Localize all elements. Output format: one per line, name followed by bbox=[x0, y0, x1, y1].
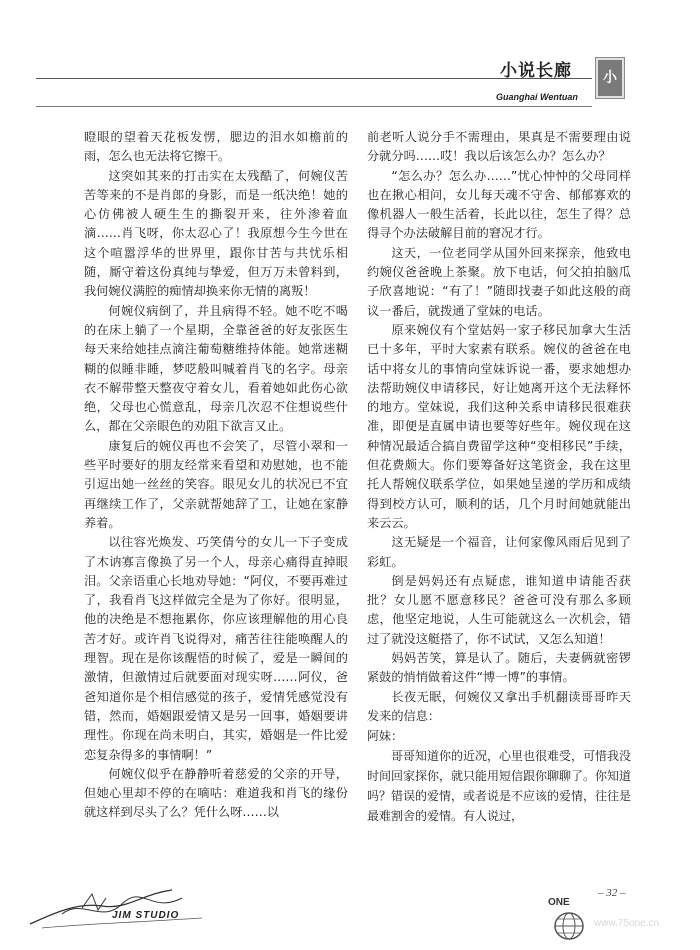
paragraph: 以往容光焕发、巧笑倩兮的女儿一下子变成了木讷寡言像换了另一个人，母亲心痛得直掉眼泪。父亲语重心长地劝导她：“阿仪，不要再难过了，我看肖飞这样做完全是为了你好。很明显，他的决绝是不想拖累你，你应该理解他的用心良苦才好。或许肖飞说得对，痛苦往往能唤醒人的理智。现在是你该醒悟的时候了，爱是一瞬间的激情，但激情过后就要面对现实呀……阿仪，爸爸知道你是个相信感觉的孩子，爱情凭感觉没有错，然而，婚姻跟爱情又是另一回事，婚姻要讲理性。你现在尚未明白，其实，婚姻是一件比爱恋复杂得多的事情啊！” bbox=[84, 535, 348, 762]
paragraph: 何婉仪似乎在静静听着慈爱的父亲的开导，但她心里却不停的在嘀咕：难道我和肖飞的缘份就这样到尽头了么？凭什么呀……以 bbox=[84, 766, 348, 820]
paragraph: 前老听人说分手不需理由，果真是不需要理由说分就分吗……哎！我以后该怎么办？怎么办？ bbox=[367, 130, 631, 164]
studio-name: JIM STUDIO bbox=[112, 910, 180, 921]
studio-signature-logo-icon bbox=[22, 884, 212, 934]
section-corner-mark: 小 bbox=[596, 58, 624, 98]
paragraph: 这突如其来的打击实在太残酷了，何婉仪苦苦等来的不是肖郎的身影，而是一纸决绝！她的心仿佛被人硬生生的撕裂开来，往外渗着血滴……肖飞呀，你太忍心了！我原想今生今世在这个喧嚣浮华的世界里，跟你甘苦与共忧乐相随，厮守着这份真纯与挚爱，但万万未曾料到，我何婉仪满腔的痴情却换来你无情的离叛！ bbox=[84, 168, 348, 299]
left-column bbox=[84, 128, 348, 823]
watermark-url: www.75one.cn bbox=[594, 918, 660, 929]
letter-body: 哥哥知道你的近况，心里也很难受，可惜我没时间回家探你，就只能用短信跟你聊聊了。你知道吗？错误的爱情，或者说是不应该的爱情，往往是最难割舍的爱情。有人说过， bbox=[367, 749, 632, 824]
right-column bbox=[367, 128, 631, 826]
paragraph: 倒是妈妈还有点疑虑，谁知道申请能否获批？女儿愿不愿意移民？爸爸可没有那么多顾虑，他坚定地说，人生可能就这么一次机会，错过了就没这艇搭了，你不试试，又怎么知道！ bbox=[367, 573, 631, 646]
paragraph: 瞪眼的望着天花板发愣，腮边的泪水如檐前的雨，怎么也无法将它擦干。 bbox=[84, 130, 348, 164]
paragraph: 原来婉仪有个堂姑妈一家子移民加拿大生活已十多年，平时大家素有联系。婉仪的爸爸在电话中将女儿的事情向堂妹诉说一番，要求她想办法帮助婉仪申请移民，好让她离开这个无法释怀的地方。堂妹说，我们这种关系申请移民很难获准，即便是直属申请也要等好些年。婉仪现在这种情况最适合搞自费留学这种“变相移民”手续，但花费颇大。你们要筹备好这笔资金，我在这里托人帮婉仪联系学位，如果她呈递的学历和成绩得到校方认可，顺利的话，几个月时间她就能出来云云。 bbox=[367, 322, 631, 530]
paragraph: 这无疑是一个福音，让何家像风雨后见到了彩虹。 bbox=[367, 535, 631, 569]
globe-icon bbox=[546, 906, 592, 942]
paragraph: 何婉仪病倒了，并且病得不轻。她不吃不喝的在床上躺了一个星期，全靠爸爸的好友张医生每天来给她挂点滴注葡萄糖维持体能。她常迷糊糊的似睡非睡，梦呓般叫喊着肖飞的名字。母亲衣不解带整天整夜守着女儿，看着她如此伤心欲绝，父母也心慌意乱，母亲几次忍不住想说些什么，都在父亲眼色的劝阻下欲言又止。 bbox=[84, 303, 348, 434]
section-title: 小说长廊 bbox=[500, 61, 572, 81]
paragraph: 康复后的婉仪再也不会笑了，尽管小翠和一些平时要好的朋友经常来看望和劝慰她，也不能引逗出她一丝丝的笑容。眼见女儿的状况已不宜再继续工作了，父亲就帮她辞了工，让她在家静养着。 bbox=[84, 438, 348, 530]
letter-salutation: 阿妹： bbox=[367, 729, 404, 744]
section-subtitle: Guanghai Wentuan bbox=[496, 92, 578, 102]
paragraph: “怎么办？怎么办……”忧心忡忡的父母同样也在揪心相问，女儿每天魂不守舍、郁郁寡欢的像机器人一般生活着，长此以往，怎生了得？总得寻个办法破解目前的窘况才行。 bbox=[367, 168, 631, 241]
header-bottom-rule bbox=[36, 106, 592, 107]
watermark-brand: ONE bbox=[548, 897, 570, 908]
paragraph: 长夜无眠，何婉仪又拿出手机翻读哥哥昨天发来的信息： bbox=[367, 689, 631, 723]
page-number: – 32 – bbox=[598, 887, 626, 899]
paragraph: 妈妈苦笑，算是认了。随后，夫妻俩就密锣紧鼓的悄悄做着这件“博一博”的事情。 bbox=[367, 651, 631, 685]
paragraph: 这天，一位老同学从国外回来探亲，他致电约婉仪爸爸晚上茶聚。放下电话，何父拍拍脑瓜子欣喜地说：“有了！”随即找妻子如此这般的商议一番后，就拨通了堂妹的电话。 bbox=[367, 245, 631, 318]
